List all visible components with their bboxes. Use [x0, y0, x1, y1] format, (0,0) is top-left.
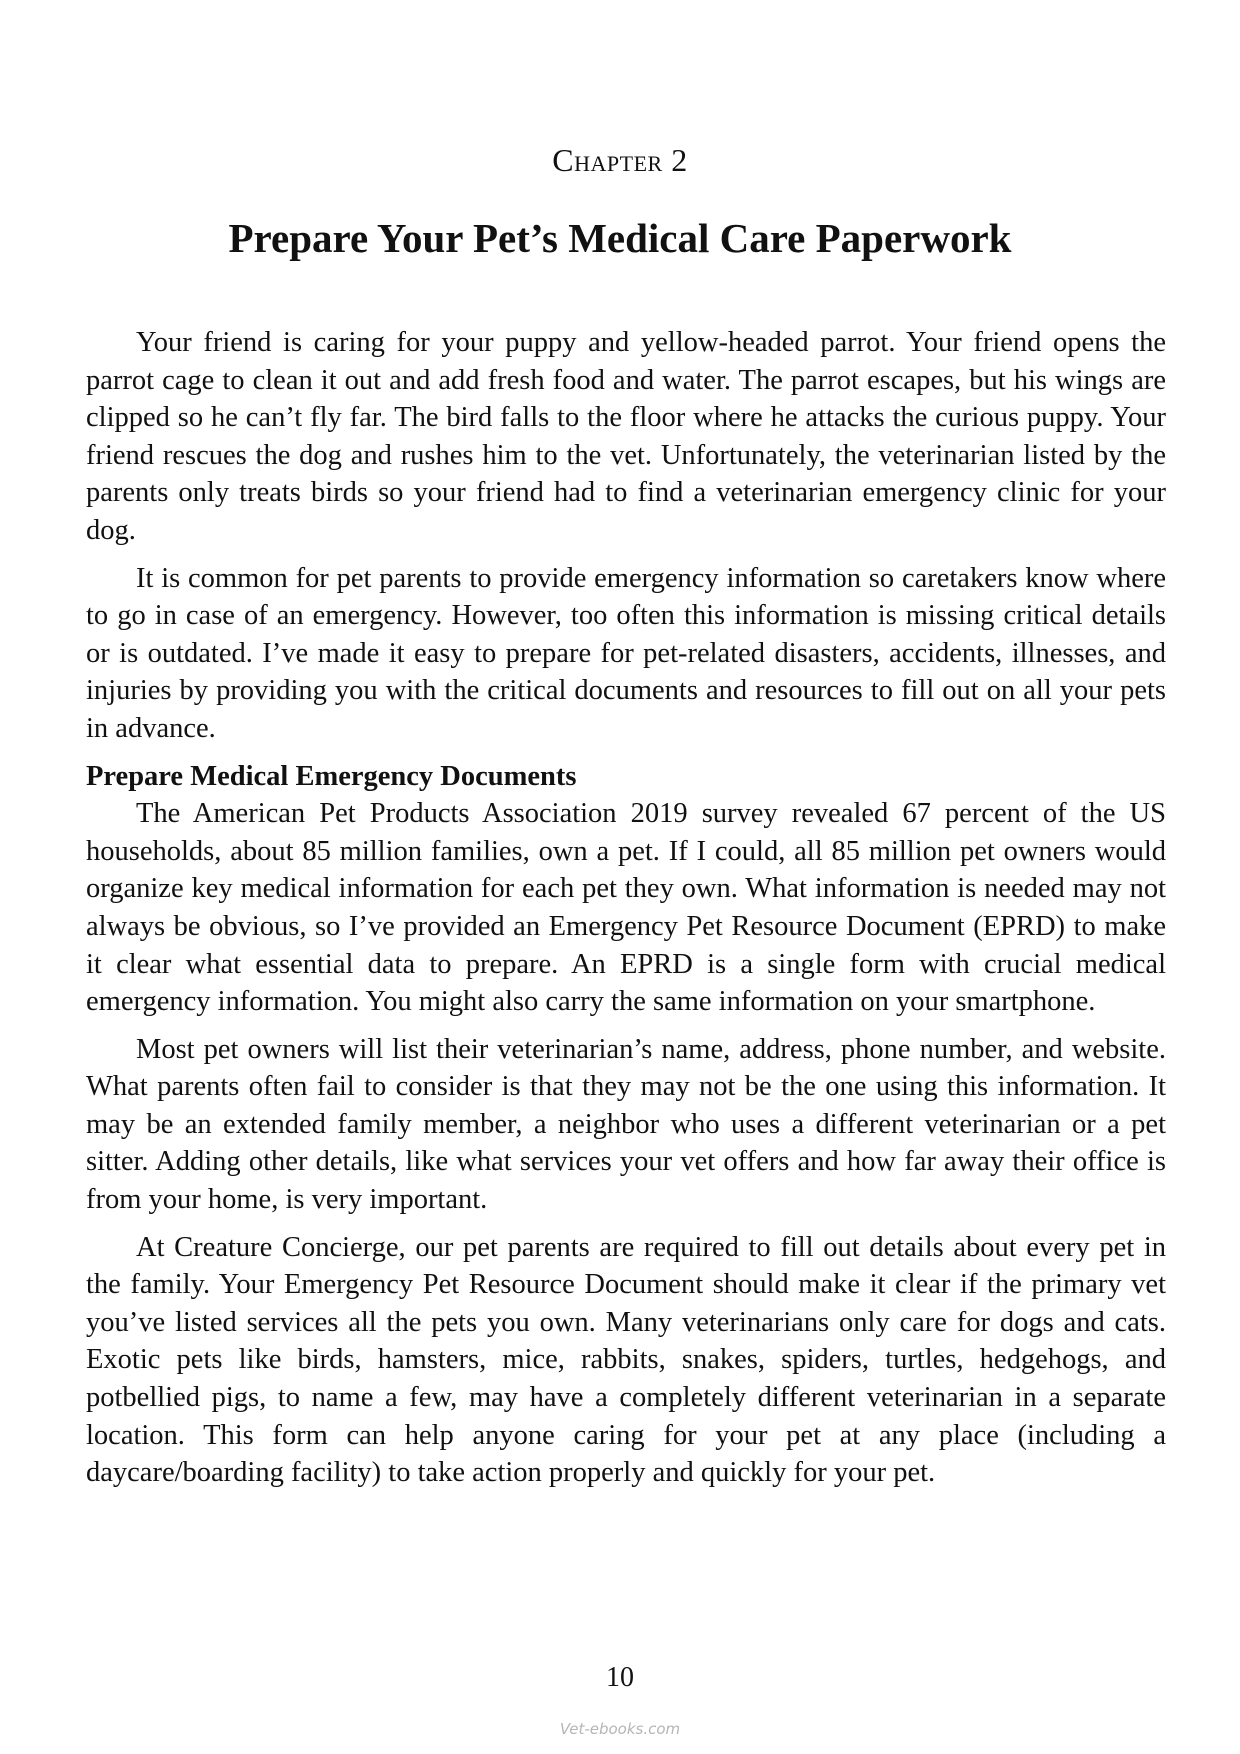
page-number: 10	[606, 1662, 634, 1693]
paragraph: Your friend is caring for your puppy and yellow-headed parrot. Your friend opens the parrot cage to clean it out and add fresh food and water. The parrot escapes, but his wings are clipped so he can’t fly far. The bird falls to the floor where he attacks the curious puppy. Your friend rescues the dog and rushes him to the vet. Unfortunately, the veterinarian listed by the parents only treats birds so your friend had to find a veterinarian emergency clinic for your dog.	[86, 327, 1166, 546]
body-text	[86, 324, 1166, 1502]
paragraph: At Creature Concierge, our pet parents are required to fill out details about every pet in the family. Your Emergency Pet Resource Document should make it clear if the primary vet you’ve listed services all the pets you own. Many veterinarians only care for dogs and cats. Exotic pets like birds, hamsters, mice, rabbits, snakes, spiders, turtles, hedgehogs, and potbellied pigs, to name a few, may have a completely different veterinarian in a separate location. This form can help anyone caring for your pet at any place (including a daycare/boarding facility) to take action properly and quickly for your pet.	[86, 1231, 1166, 1489]
chapter-label: Chapter 2	[552, 142, 688, 178]
paragraph: It is common for pet parents to provide emergency information so caretakers know where to go in case of an emergency. However, too often this information is missing critical details or is outdated. I’ve made it easy to prepare for pet-related disasters, accidents, illnesses, and injuries by providing you with the critical documents and resources to fill out on all your pets in advance.	[86, 562, 1166, 744]
chapter-title: Prepare Your Pet’s Medical Care Paperwork	[228, 215, 1012, 261]
paragraph: Most pet owners will list their veterinarian’s name, address, phone number, and website. What parents often fail to consider is that they may not be the one using this information. It may be an extended family member, a neighbor who uses a different veterinarian or a pet sitter. Adding other details, like what services your vet offers and how far away their office is from your home, is very important.	[86, 1033, 1166, 1216]
section-heading: Prepare Medical Emergency Documents	[86, 760, 577, 792]
paragraph: The American Pet Products Association 2019 survey revealed 67 percent of the US households, about 85 million families, own a pet. If I could, all 85 million pet owners would organize key medical information for each pet they own. What information is needed may not always be obvious, so I’ve provided an Emergency Pet Resource Document (EPRD) to make it clear what essential data to prepare. An EPRD is a single form with crucial medical emergency information. You might also carry the same information on your smartphone.	[86, 798, 1166, 1018]
watermark-logo: Vet-ebooks.com	[559, 1720, 681, 1738]
